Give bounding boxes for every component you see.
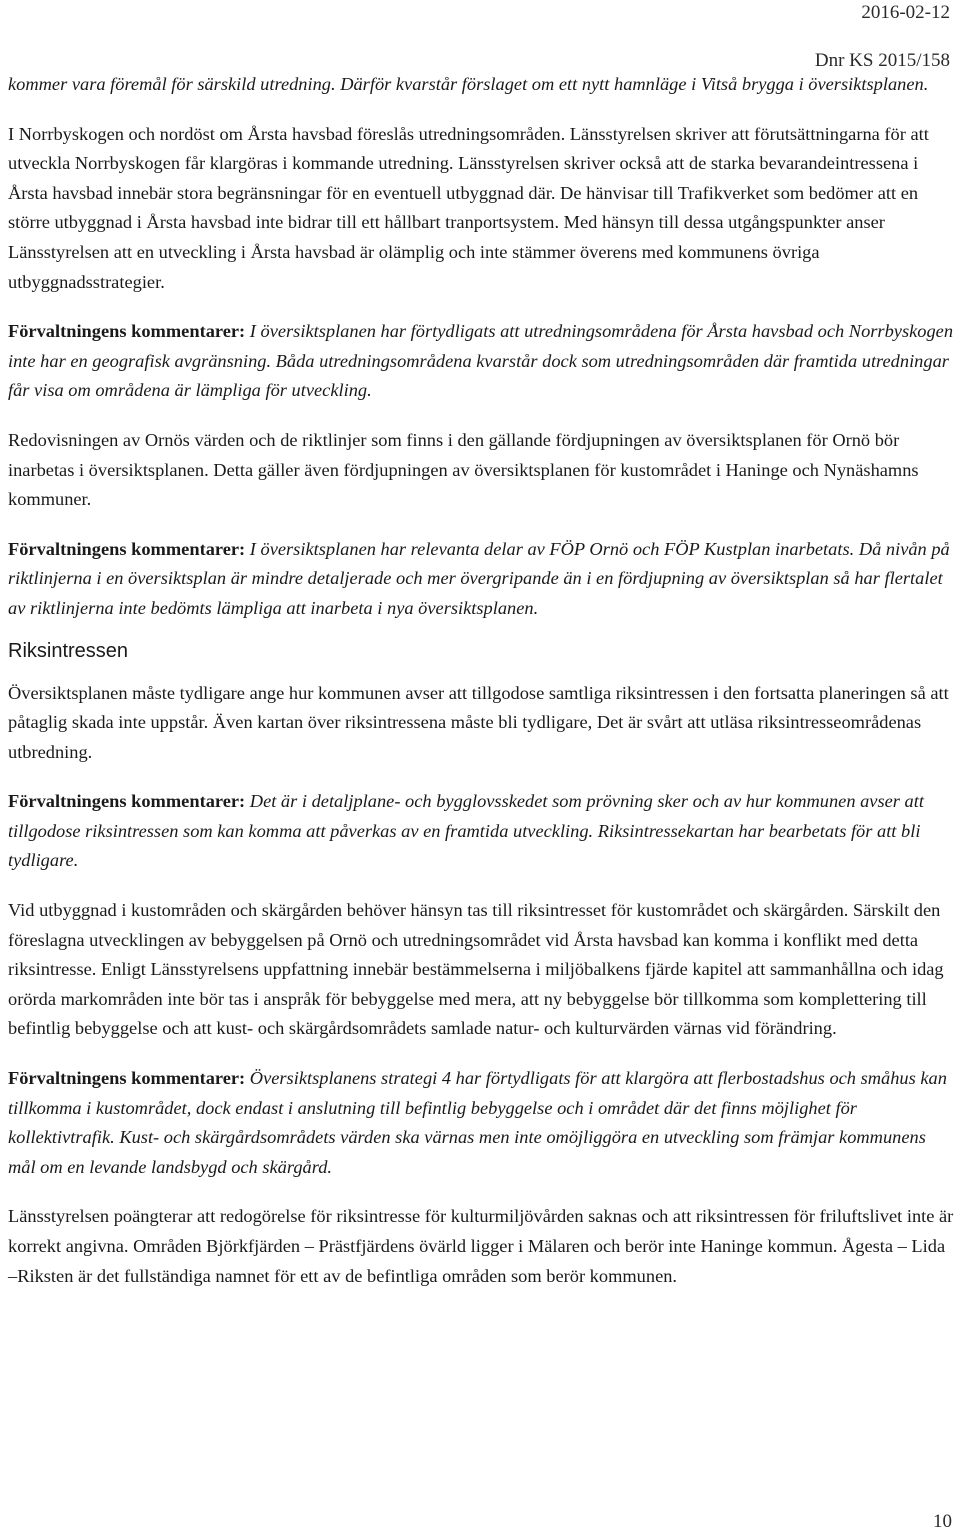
document-reference: Dnr KS 2015/158 [814, 50, 950, 71]
comment-text: Översiktsplanens strategi 4 har förtydligats för att klargöra att flerbostadshus och småhus kan tillkomma i kustområdet, dock endast i anslutning till befintlig bebyggelse och i området där det finns möjlighet för kollektivtrafik. Kust- och skärgårdsområdets värden ska värnas men inte omöjliggöra en utveckling som främjar kommunens mål om en levande landsbygd och skärgård. [8, 1068, 947, 1177]
comment-utredningsomraden [8, 317, 956, 406]
section-heading: Riksintressen [8, 639, 129, 662]
document-date: 2016-02-12 [861, 2, 950, 23]
comment-strategi [8, 1064, 956, 1182]
comment-label: Förvaltningens kommentarer: [8, 791, 246, 812]
comment-label: Förvaltningens kommentarer: [8, 1068, 246, 1089]
comment-fop [8, 535, 956, 624]
paragraph-kulturmiljo: Länsstyrelsen poängterar att redogörelse för riksintresse för kulturmiljövården saknas och att riksintressen för friluftslivet inte är korrekt angivna. Områden Björkfjärden – Prästfjärdens övärld ligger i Mälaren och berör inte Haninge kommun. Ågesta – Lida –Riksten är det fullständiga namnet för ett av de befintliga områden som berör kommunen. [8, 1206, 954, 1286]
comment-text: Det är i detaljplane- och bygglovsskedet som prövning sker och av hur kommunen avser att tillgodose riksintressen som kan komma att påverkas av en framtida utveckling. Riksintressekartan har bearbetats för att bli tydligare. [8, 791, 924, 871]
document-body [8, 70, 956, 1311]
paragraph-riksintressen: Översiktsplanen måste tydligare ange hur kommunen avser att tillgodose samtliga riksintressen i den fortsatta planeringen så att påtaglig skada inte uppstår. Även kartan över riksintressena måste bli tydligare, Det är svårt att utläsa riksintresseområdenas utbredning. [8, 682, 949, 762]
paragraph-kustomraden: Vid utbyggnad i kustområden och skärgården behöver hänsyn tas till riksintresset för kustområdet och skärgården. Särskilt den föreslagna utvecklingen av bebyggelsen på Ornö och utredningsområdet vid Årsta havsbad kan komma i konflikt med detta riksintresse. Enligt Länsstyrelsens uppfattning innebär bestämmelserna i miljöbalkens fjärde kapitel att sammanhållna och idag orörda markområden inte bör tas i anspråk för bebyggelse med mera, att ny bebyggelse bör tillkomma som komplettering till befintlig bebyggelse och att kust- och skärgårdsområdets samlade natur- och kulturvärden värnas vid förändring. [8, 900, 944, 1039]
paragraph-norrbyskogen: I Norrbyskogen och nordöst om Årsta havsbad föreslås utredningsområden. Länsstyrelsen skriver att förutsättningarna för att utveckla Norrbyskogen får klargöras i kommande utredning. Länsstyrelsen skriver också att de starka bevarandeintressena i Årsta havsbad innebär stora begränsningar för en eventuell utbyggnad där. De hänvisar till Trafikverket som bedömer att en större utbyggnad i Årsta havsbad inte bidrar till ett hållbart tranportsystem. Med hänsyn till dessa utgångspunkter anser Länsstyrelsen att en utveckling i Årsta havsbad är olämplig och inte stämmer överens med kommunens övriga utbyggnadsstrategier. [8, 123, 929, 292]
page-number: 10 [933, 1511, 952, 1532]
comment-detaljplan [8, 787, 956, 876]
paragraph-hamnlage: kommer vara föremål för särskild utredning. Därför kvarstår förslaget om ett nytt hamnläge i Vitså brygga i översiktsplanen. [8, 74, 929, 94]
comment-text: I översiktsplanen har relevanta delar av FÖP Ornö och FÖP Kustplan inarbetats. Då nivån på riktlinjerna i en översiktsplan är mindre detaljerade och mer övergripande än i en fördjupning av översiktsplan så har flertalet av riktlinjerna inte bedömts lämpliga att inarbeta i nya översiktsplanen. [8, 538, 950, 618]
comment-label: Förvaltningens kommentarer: [8, 538, 246, 559]
comment-text: I översiktsplanen har förtydligats att utredningsområdena för Årsta havsbad och Norrbyskogen inte har en geografisk avgränsning. Båda utredningsområdena kvarstår dock som utredningsområden där framtida utredningar får visa om områdena är lämpliga för utveckling. [8, 321, 954, 401]
comment-label: Förvaltningens kommentarer: [8, 321, 246, 342]
paragraph-orno: Redovisningen av Ornös värden och de riktlinjer som finns i den gällande fördjupningen av översiktsplanen för Ornö bör inarbetas i översiktsplanen. Detta gäller även fördjupningen av översiktsplanen för kustområdet i Haninge och Nynäshamns kommuner. [8, 429, 919, 510]
